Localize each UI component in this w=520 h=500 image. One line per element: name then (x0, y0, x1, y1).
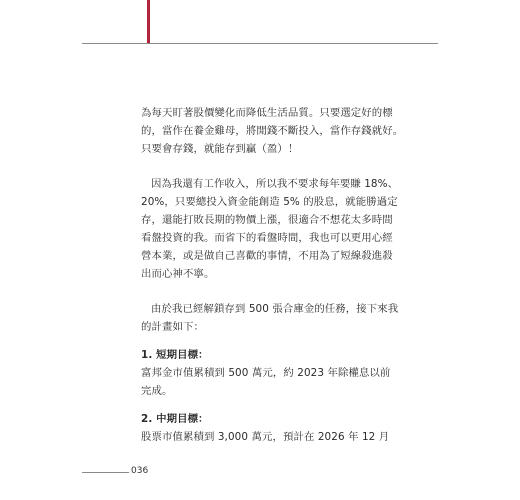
paragraph-line: 由於我已經解鎖存到 500 張合庫金的任務，接下來我 (151, 303, 399, 315)
chapter-accent-bar (147, 0, 150, 44)
header-rule (82, 43, 438, 44)
page-number: 036 (131, 466, 149, 476)
paragraph-line: 出而心神不寧。 (141, 268, 215, 280)
paragraph-line: 20%，只要總投入資金能創造 5% 的股息，就能勝過定 (141, 196, 398, 208)
paragraph-line: 只要會存錢，就能存到贏（盈）！ (141, 143, 299, 155)
goal-line: 富邦金市值累積到 500 萬元，約 2023 年除權息以前 (141, 367, 391, 379)
goal-heading-mid-term: 2. 中期目標： (141, 413, 209, 425)
paragraph-line: 營本業，或是做自己喜歡的事情，不用為了短線殺進殺 (141, 250, 393, 262)
goal-line: 完成。 (141, 385, 173, 397)
paragraph-line: 的計畫如下： (141, 321, 204, 333)
paragraph-line: 為每天盯著股價變化而降低生活品質。只要選定好的標 (141, 107, 393, 119)
goal-line: 股票市值累積到 3,000 萬元，預計在 2026 年 12 月 (141, 431, 390, 443)
paragraph-line: 因為我還有工作收入，所以我不要求每年要賺 18%、 (151, 178, 399, 190)
goal-heading-short-term: 1. 短期目標： (141, 349, 209, 361)
paragraph-line: 看盤投資的我。而省下的看盤時間，我也可以更用心經 (141, 232, 393, 244)
footer-rule (82, 472, 129, 473)
paragraph-line: 存，還能打敗長期的物價上漲，很適合不想花太多時間 (141, 214, 393, 226)
paragraph-line: 的，當作在養金雞母，將閒錢不斷投入，當作存錢就好。 (141, 125, 404, 137)
